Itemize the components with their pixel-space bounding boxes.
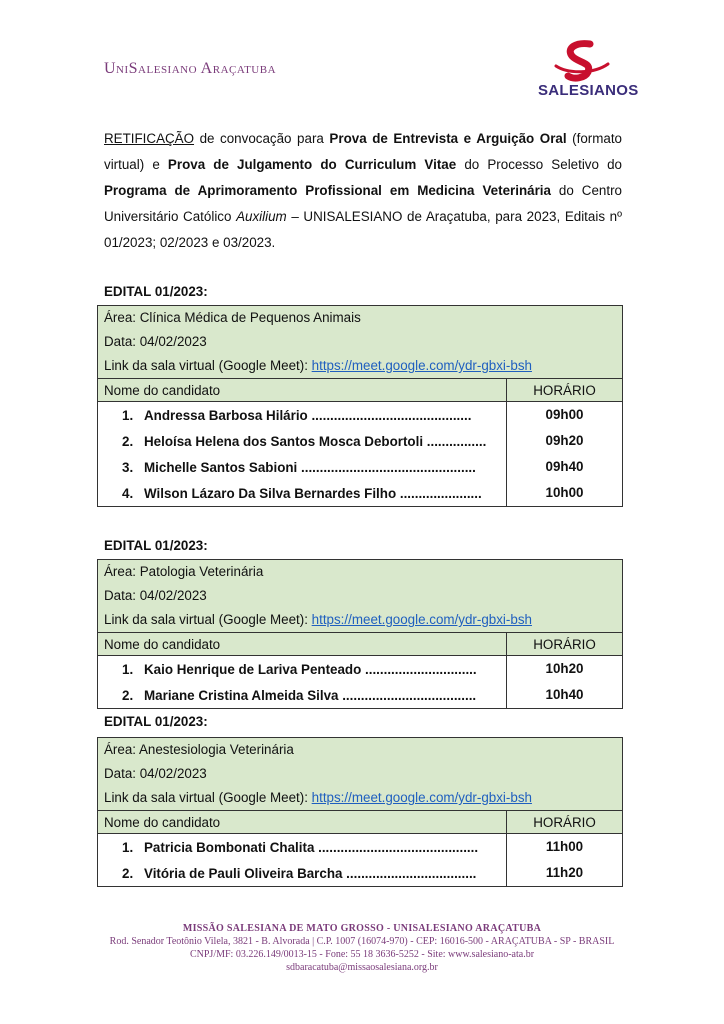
time-value: 09h40	[545, 459, 584, 474]
page-footer	[0, 922, 724, 974]
time-list	[507, 834, 623, 887]
footer-line-1: MISSÃO SALESIANA DE MATO GROSSO - UNISALESIANO ARAÇATUBA	[182, 923, 542, 934]
intro-paragraph: RETIFICAÇÃO de convocação para Prova de Entrevista e Arguição Oral (formato virtual) e Prova de Julgamento do Curriculum Vitae do Processo Seletivo do Programa de Aprimoramento Profissional em Medicina Veterinária do Centro Universitário Católico Auxilium – UNISALESIANO de Araçatuba, para 2023, Editais nº 01/2023; 02/2023 e 03/2023.	[104, 131, 622, 250]
schedule-table	[97, 559, 623, 709]
col-header-name: Nome do candidato	[98, 811, 507, 834]
footer-email: sdbaracatuba@missaosalesiana.org.br	[286, 962, 438, 973]
edital-title: EDITAL 01/2023:	[104, 538, 208, 553]
list-item: 1. Kaio Henrique de Lariva Penteado ..............................	[122, 661, 477, 677]
candidate-list	[98, 834, 507, 887]
list-item: 1. Andressa Barbosa Hilário ...........................................	[122, 407, 472, 423]
salesianos-symbol-icon	[538, 40, 624, 84]
area-label: Área: Anestesiologia Veterinária	[104, 742, 294, 757]
info-cell	[98, 560, 623, 633]
date-label: Data: 04/02/2023	[104, 766, 207, 781]
list-item: 4. Wilson Lázaro Da Silva Bernardes Filho ......................	[122, 485, 482, 501]
retificacao-label: RETIFICAÇÃO	[104, 131, 195, 146]
list-item: 2. Heloísa Helena dos Santos Mosca Debortoli ................	[122, 433, 487, 449]
link-label: Link da sala virtual (Google Meet):	[104, 358, 312, 373]
candidate-list	[98, 656, 507, 709]
info-cell	[98, 306, 623, 379]
institution-name: UniSalesiano Araçatuba	[104, 60, 277, 77]
time-value: 10h40	[545, 687, 584, 702]
list-item: 2. Vitória de Pauli Oliveira Barcha ...................................	[122, 865, 477, 881]
time-value: 09h20	[545, 433, 584, 448]
col-header-name: Nome do candidato	[98, 379, 507, 402]
edital-title: EDITAL 01/2023:	[104, 284, 208, 299]
col-header-time: HORÁRIO	[507, 811, 623, 834]
meet-link[interactable]: https://meet.google.com/ydr-gbxi-bsh	[311, 790, 532, 805]
area-label: Área: Clínica Médica de Pequenos Animais	[104, 310, 361, 325]
schedule-table	[97, 737, 623, 887]
time-value: 11h20	[545, 865, 584, 880]
link-label: Link da sala virtual (Google Meet):	[104, 790, 312, 805]
logo-text: SALESIANOS	[538, 82, 639, 99]
salesianos-logo	[538, 40, 639, 106]
time-list	[507, 402, 623, 507]
time-value: 09h00	[545, 407, 584, 422]
info-cell	[98, 738, 623, 811]
footer-line-2: Rod. Senador Teotônio Vilela, 3821 - B. Alvorada | C.P. 1007 (16074-970) - CEP: 16016-500 - ARAÇATUBA - SP - BRASIL	[109, 936, 615, 947]
time-list	[507, 656, 623, 709]
candidate-list	[98, 402, 507, 507]
list-item: 1. Patricia Bombonati Chalita ...........................................	[122, 839, 479, 855]
time-value: 10h00	[545, 485, 584, 500]
col-header-time: HORÁRIO	[507, 379, 623, 402]
meet-link[interactable]: https://meet.google.com/ydr-gbxi-bsh	[311, 612, 532, 627]
date-label: Data: 04/02/2023	[104, 588, 207, 603]
time-value: 10h20	[545, 661, 584, 676]
link-label: Link da sala virtual (Google Meet):	[104, 612, 312, 627]
col-header-time: HORÁRIO	[507, 633, 623, 656]
footer-line-3: CNPJ/MF: 03.226.149/0013-15 - Fone: 55 18 3636-5252 - Site: www.salesiano-ata.br	[189, 949, 535, 960]
time-value: 11h00	[545, 839, 584, 854]
date-label: Data: 04/02/2023	[104, 334, 207, 349]
col-header-name: Nome do candidato	[98, 633, 507, 656]
area-label: Área: Patologia Veterinária	[104, 564, 264, 579]
meet-link[interactable]: https://meet.google.com/ydr-gbxi-bsh	[311, 358, 532, 373]
edital-title: EDITAL 01/2023:	[104, 714, 208, 729]
list-item: 3. Michelle Santos Sabioni ...............................................	[122, 459, 476, 475]
schedule-table	[97, 305, 623, 507]
list-item: 2. Mariane Cristina Almeida Silva ....................................	[122, 687, 477, 703]
